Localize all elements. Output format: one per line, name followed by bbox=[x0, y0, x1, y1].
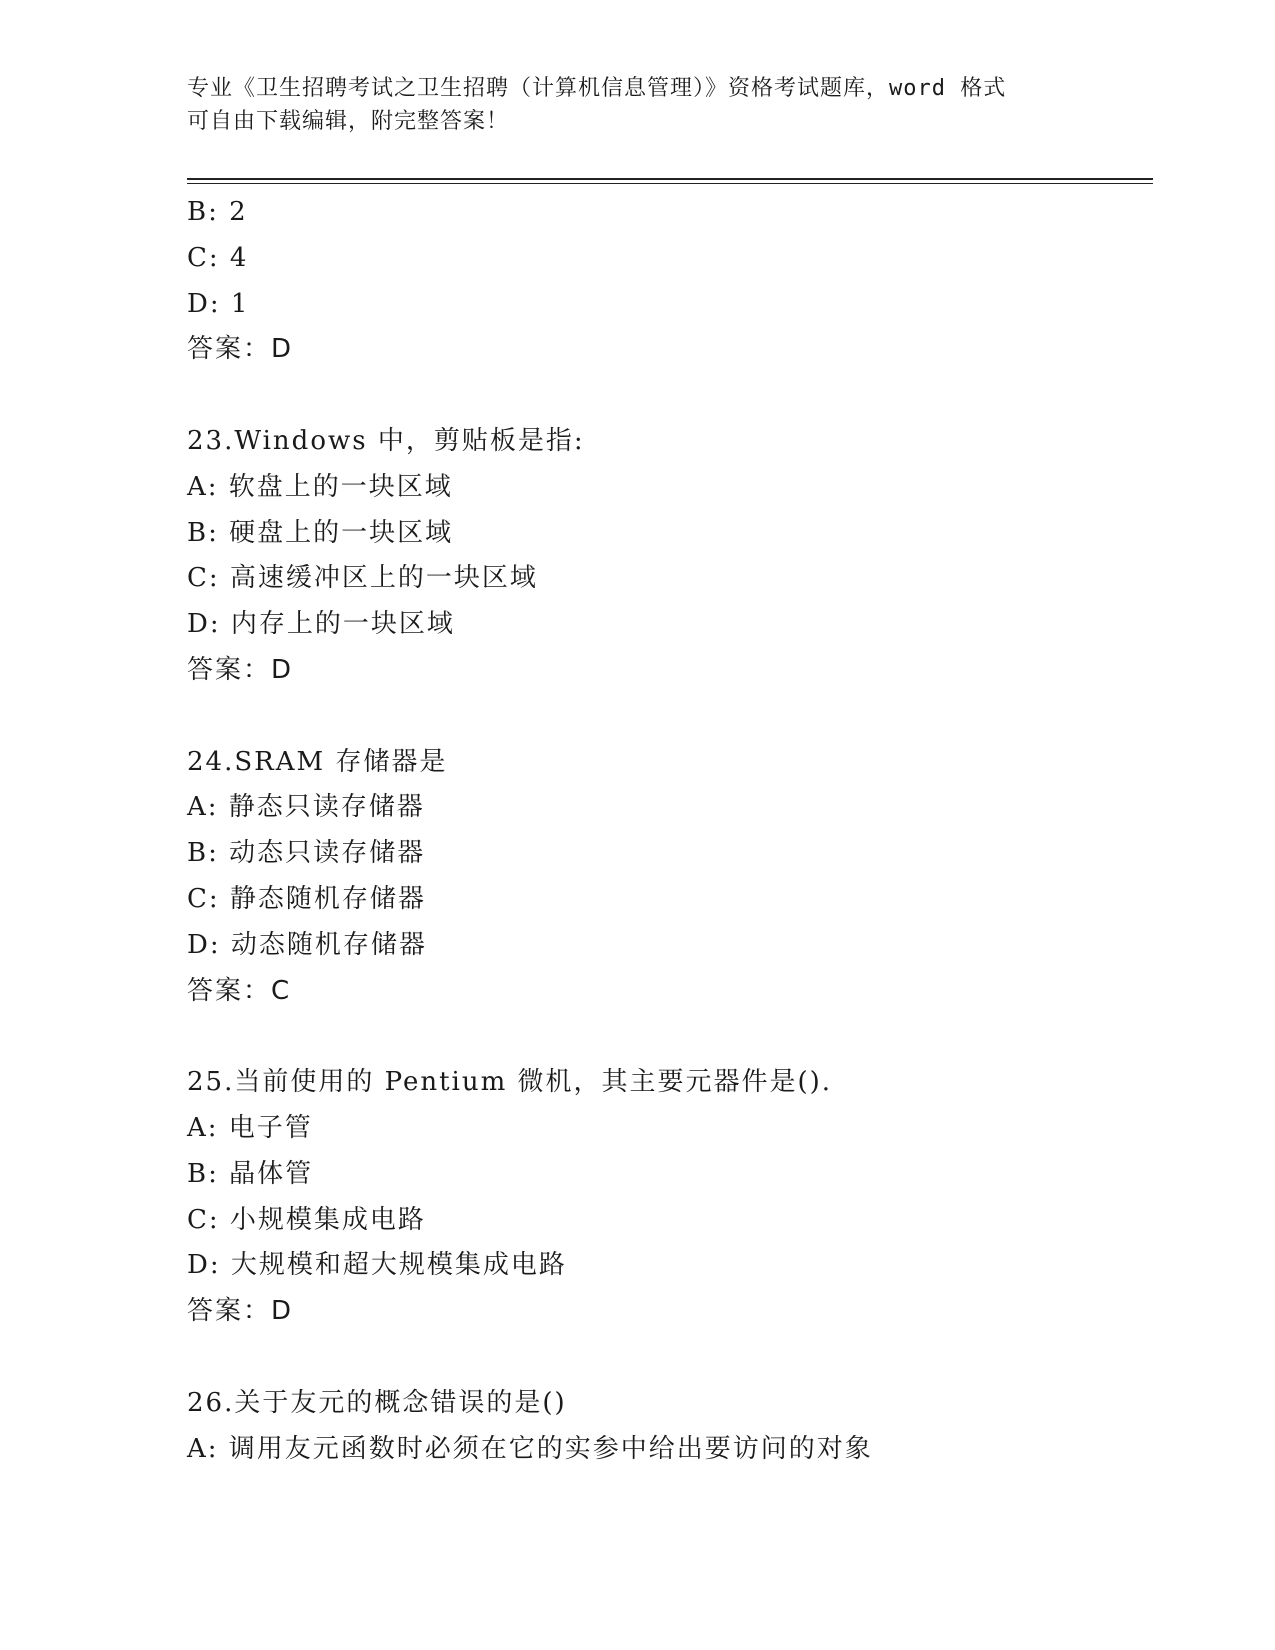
document-header bbox=[187, 72, 1087, 138]
option-d: D: 动态随机存储器 bbox=[187, 929, 427, 960]
option-b: B: 2 bbox=[187, 197, 248, 227]
header-rule-thick bbox=[187, 178, 1153, 180]
option-c: C: 高速缓冲区上的一块区域 bbox=[187, 563, 538, 594]
question-stem: 26.关于友元的概念错误的是() bbox=[187, 1387, 567, 1418]
question-stem: 24.SRAM 存储器是 bbox=[187, 746, 448, 777]
answer: 答案：D bbox=[187, 654, 294, 685]
answer: 答案：D bbox=[187, 334, 294, 365]
question-24 bbox=[187, 740, 1147, 1015]
header-line-2: 可自由下载编辑，附完整答案！ bbox=[187, 109, 510, 134]
question-stem: 23.Windows 中，剪贴板是指: bbox=[187, 425, 585, 456]
question-list bbox=[187, 190, 1147, 1472]
option-d: D: 1 bbox=[187, 288, 250, 319]
header-line-1: 专业《卫生招聘考试之卫生招聘（计算机信息管理）》资格考试题库，word 格式 bbox=[187, 76, 1007, 101]
header-rule-thin bbox=[187, 183, 1153, 184]
question-23 bbox=[187, 419, 1147, 694]
option-d: D: 内存上的一块区域 bbox=[187, 609, 455, 640]
option-b: B: 硬盘上的一块区域 bbox=[187, 517, 454, 548]
answer: 答案：C bbox=[187, 975, 292, 1006]
option-a: A: 调用友元函数时必须在它的实参中给出要访问的对象 bbox=[187, 1433, 873, 1464]
answer: 答案：D bbox=[187, 1296, 294, 1327]
option-b: B: 晶体管 bbox=[187, 1158, 314, 1189]
question-26 bbox=[187, 1381, 1147, 1473]
option-d: D: 大规模和超大规模集成电路 bbox=[187, 1250, 567, 1281]
question-stem: 25.当前使用的 Pentium 微机，其主要元器件是(). bbox=[187, 1067, 833, 1098]
question-25 bbox=[187, 1060, 1147, 1335]
option-c: C: 静态随机存储器 bbox=[187, 883, 426, 914]
option-c: C: 小规模集成电路 bbox=[187, 1204, 426, 1235]
option-a: A: 静态只读存储器 bbox=[187, 792, 425, 823]
option-b: B: 动态只读存储器 bbox=[187, 838, 426, 869]
option-c: C: 4 bbox=[187, 242, 249, 273]
question-continued bbox=[187, 190, 1147, 373]
option-a: A: 软盘上的一块区域 bbox=[187, 471, 453, 502]
option-a: A: 电子管 bbox=[187, 1112, 313, 1143]
